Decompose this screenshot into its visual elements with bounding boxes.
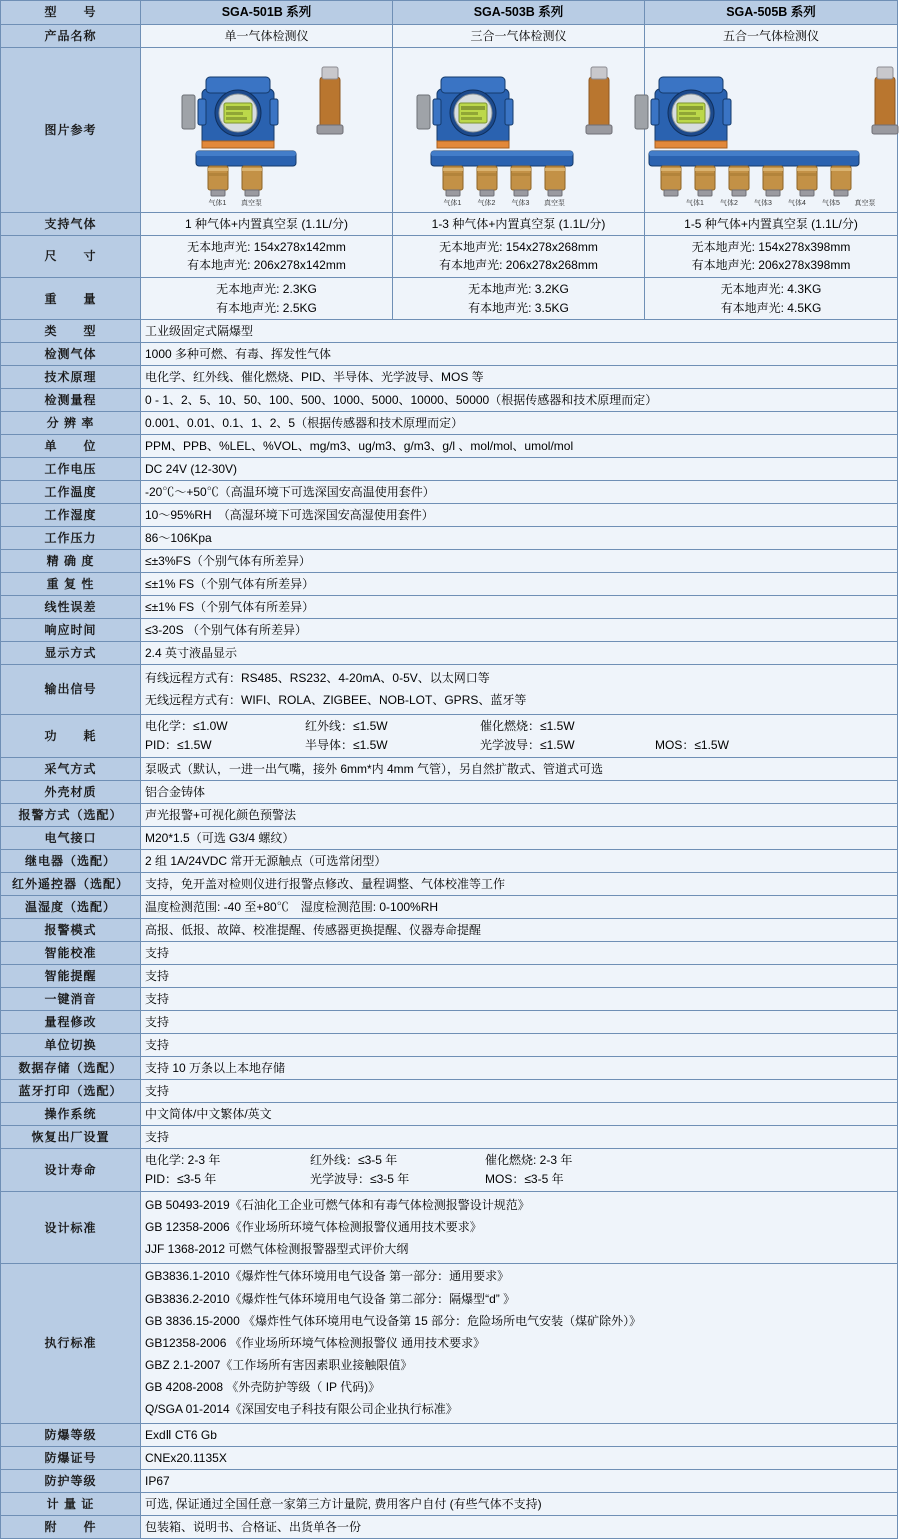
row-40 [1, 1148, 898, 1191]
row-11 [1, 435, 898, 458]
row-35 [1, 1033, 898, 1056]
row-value [141, 1148, 898, 1191]
row-43 [1, 1424, 898, 1447]
cell-1 [141, 235, 393, 277]
cell-1: 单一气体检测仪 [141, 24, 393, 47]
cell-2 [393, 235, 645, 277]
row-label: 继电器（选配） [1, 849, 141, 872]
row-5 [1, 277, 898, 319]
legend-label: 气体1 [443, 199, 462, 207]
row-12 [1, 458, 898, 481]
legend-label: 气体3 [511, 199, 530, 207]
row-value: 包装箱、说明书、合格证、出货单各一份 [141, 1516, 898, 1539]
row-label: 外壳材质 [1, 780, 141, 803]
row-label: 智能校准 [1, 941, 141, 964]
value-item: 红外线：≤1.5W [305, 718, 388, 733]
row-value: 支持 [141, 941, 898, 964]
row-value [141, 665, 898, 714]
value-item: 光学波导：≤3-5 年 [310, 1172, 410, 1187]
legend-label: 真空泵 [544, 199, 565, 207]
row-36 [1, 1056, 898, 1079]
row-value: 支持 10 万条以上本地存储 [141, 1056, 898, 1079]
row-33 [1, 987, 898, 1010]
device-illustration [625, 55, 899, 210]
row-label: 计 量 证 [1, 1493, 141, 1516]
row-label: 工作温度 [1, 481, 141, 504]
row-value: ≤3-20S （个别气体有所差异） [141, 619, 898, 642]
cell-2: 1-3 种气体+内置真空泵 (1.1L/分) [393, 212, 645, 235]
row-label: 检测量程 [1, 389, 141, 412]
legend-label: 真空泵 [854, 199, 876, 207]
legend-label: 气体5 [822, 199, 840, 207]
row-label: 防爆等级 [1, 1424, 141, 1447]
cell-2: 三合一气体检测仪 [393, 24, 645, 47]
value-line: 有线远程方式有：RS485、RS232、4-20mA、0-5V、以太网口等 [145, 670, 490, 685]
row-value: IP67 [141, 1470, 898, 1493]
row-value: 0 - 1、2、5、10、50、100、500、1000、5000、10000、50000（根据传感器和技术原理而定） [141, 389, 898, 412]
row-7 [1, 343, 898, 366]
row-label: 工作湿度 [1, 504, 141, 527]
row-26 [1, 826, 898, 849]
row-value: 1000 多种可燃、有毒、挥发性气体 [141, 343, 898, 366]
value-row [145, 736, 893, 755]
cell-line: 无本地声光: 4.3KG [720, 281, 822, 296]
cell-2 [393, 277, 645, 319]
table-body [1, 1, 898, 1539]
row-label: 功 耗 [1, 714, 141, 757]
row-value: 中文简体/中文繁体/英文 [141, 1102, 898, 1125]
value-item: MOS：≤3-5 年 [485, 1172, 564, 1187]
device-legend [397, 199, 640, 208]
cell-line: 有本地声光: 4.5KG [720, 300, 822, 315]
cell-line: 有本地声光: 206x278x398mm [691, 258, 851, 273]
row-label: 类 型 [1, 320, 141, 343]
row-8 [1, 366, 898, 389]
legend-label: 气体3 [754, 199, 772, 207]
value-line: JJF 1368-2012 可燃气体检测报警器型式评价大纲 [145, 1242, 409, 1257]
row-18 [1, 596, 898, 619]
row-24 [1, 780, 898, 803]
row-25 [1, 803, 898, 826]
device-legend [649, 199, 893, 208]
row-value: 支持 [141, 1010, 898, 1033]
row-label: 响应时间 [1, 619, 141, 642]
value-item: 电化学：≤1.0W [145, 718, 228, 733]
row-label: 单位切换 [1, 1033, 141, 1056]
row-value [141, 1192, 898, 1264]
value-item: 半导体：≤1.5W [305, 737, 388, 752]
device-illustration [407, 55, 631, 210]
row-label: 精 确 度 [1, 550, 141, 573]
value-line: GB3836.1-2010《爆炸性气体环境用电气设备 第一部分：通用要求》 [145, 1269, 510, 1284]
legend-label: 气体2 [477, 199, 496, 207]
row-29 [1, 895, 898, 918]
row-value: 10～95%RH （高湿环境下可选深国安高湿使用套件） [141, 504, 898, 527]
row-21 [1, 665, 898, 714]
row-label: 设计寿命 [1, 1148, 141, 1191]
cell-1 [141, 277, 393, 319]
value-item: MOS：≤1.5W [655, 737, 729, 752]
row-41 [1, 1192, 898, 1264]
row-label: 产品名称 [1, 24, 141, 47]
row-15 [1, 527, 898, 550]
legend-label: 气体2 [720, 199, 738, 207]
cell-3 [645, 277, 898, 319]
row-value: 工业级固定式隔爆型 [141, 320, 898, 343]
row-value [141, 1263, 898, 1423]
row-2 [1, 47, 898, 212]
row-label: 输出信号 [1, 665, 141, 714]
row-label: 采气方式 [1, 757, 141, 780]
value-line: 无线远程方式有：WIFI、ROLA、ZIGBEE、NOB-LOT、GPRS、蓝牙等 [145, 692, 527, 707]
row-label: 线性误差 [1, 596, 141, 619]
row-38 [1, 1102, 898, 1125]
value-row [145, 717, 893, 736]
row-value: ≤±3%FS（个别气体有所差异） [141, 550, 898, 573]
row-value [141, 714, 898, 757]
legend-label: 真空泵 [241, 199, 262, 207]
row-47 [1, 1516, 898, 1539]
row-label: 设计标准 [1, 1192, 141, 1264]
row-42 [1, 1263, 898, 1423]
row-value: 支持 [141, 987, 898, 1010]
value-item: PID：≤3-5 年 [145, 1172, 217, 1187]
row-23 [1, 757, 898, 780]
device-image-2 [393, 47, 645, 212]
cell-3: 五合一气体检测仪 [645, 24, 898, 47]
row-label: 分 辨 率 [1, 412, 141, 435]
row-label: 温湿度（选配） [1, 895, 141, 918]
row-label: 智能提醒 [1, 964, 141, 987]
row-label: 技术原理 [1, 366, 141, 389]
model-name-1: SGA-501B 系列 [141, 1, 393, 25]
value-line: Q/SGA 01-2014《深国安电子科技有限公司企业执行标准》 [145, 1402, 458, 1417]
row-9 [1, 389, 898, 412]
row-value: 86～106Kpa [141, 527, 898, 550]
value-row [145, 1170, 893, 1189]
row-44 [1, 1447, 898, 1470]
device-illustration [172, 55, 362, 210]
cell-line: 无本地声光: 2.3KG [216, 281, 317, 296]
row-label: 型 号 [1, 1, 141, 25]
row-32 [1, 964, 898, 987]
row-label: 操作系统 [1, 1102, 141, 1125]
cell-3 [645, 235, 898, 277]
cell-3: 1-5 种气体+内置真空泵 (1.1L/分) [645, 212, 898, 235]
row-value: CNEx20.1135X [141, 1447, 898, 1470]
row-value: 可选, 保证通过全国任意一家第三方计量院, 费用客户自付 (有些气体不支持) [141, 1493, 898, 1516]
row-label: 执行标准 [1, 1263, 141, 1423]
row-value: 2 组 1A/24VDC 常开无源触点（可选常闭型） [141, 849, 898, 872]
row-label: 电气接口 [1, 826, 141, 849]
value-line: GB3836.2-2010《爆炸性气体环境用电气设备 第二部分：隔爆型“d” 》 [145, 1291, 516, 1306]
value-item: 催化燃烧：≤1.5W [480, 718, 575, 733]
row-label: 尺 寸 [1, 235, 141, 277]
row-label: 附 件 [1, 1516, 141, 1539]
row-10 [1, 412, 898, 435]
cell-line: 有本地声光: 3.5KG [468, 300, 569, 315]
row-46 [1, 1493, 898, 1516]
row-label: 恢复出厂设置 [1, 1125, 141, 1148]
row-value: 支持 [141, 1079, 898, 1102]
row-label: 重 复 性 [1, 573, 141, 596]
row-17 [1, 573, 898, 596]
row-30 [1, 918, 898, 941]
row-label: 量程修改 [1, 1010, 141, 1033]
value-item: 电化学: 2-3 年 [145, 1152, 221, 1167]
row-value: 声光报警+可视化颜色预警法 [141, 803, 898, 826]
row-value: 支持 [141, 1125, 898, 1148]
row-label: 防爆证号 [1, 1447, 141, 1470]
cell-line: 无本地声光: 154x278x398mm [691, 239, 851, 254]
row-value: 电化学、红外线、催化燃烧、PID、半导体、光学波导、MOS 等 [141, 366, 898, 389]
row-6 [1, 320, 898, 343]
row-34 [1, 1010, 898, 1033]
row-value: 高报、低报、故障、校准提醒、传感器更换提醒、仪器寿命提醒 [141, 918, 898, 941]
row-label: 工作电压 [1, 458, 141, 481]
row-value: PPM、PPB、%LEL、%VOL、mg/m3、ug/m3、g/m3、g/l 、mol/mol、umol/mol [141, 435, 898, 458]
row-label: 报警方式（选配） [1, 803, 141, 826]
row-label: 显示方式 [1, 642, 141, 665]
value-line: GB 12358-2006《作业场所环境气体检测报警仪通用技术要求》 [145, 1219, 482, 1234]
model-name-2: SGA-503B 系列 [393, 1, 645, 25]
row-value: 2.4 英寸液晶显示 [141, 642, 898, 665]
row-label: 单 位 [1, 435, 141, 458]
value-line: GB 4208-2008 《外壳防护等级（ IP 代码)》 [145, 1380, 381, 1395]
legend-label: 气体1 [208, 199, 227, 207]
row-13 [1, 481, 898, 504]
row-value: 支持，免开盖对检则仪进行报警点修改、量程调整、气体校准等工作 [141, 872, 898, 895]
row-label: 蓝牙打印（选配） [1, 1079, 141, 1102]
cell-line: 无本地声光: 154x278x268mm [439, 239, 598, 254]
device-image-1 [141, 47, 393, 212]
row-14 [1, 504, 898, 527]
row-20 [1, 642, 898, 665]
row-1 [1, 24, 898, 47]
row-label: 报警模式 [1, 918, 141, 941]
cell-line: 有本地声光: 2.5KG [216, 300, 317, 315]
cell-line: 无本地声光: 3.2KG [468, 281, 569, 296]
row-value: M20*1.5（可选 G3/4 螺纹） [141, 826, 898, 849]
row-value: 泵吸式（默认，一进一出气嘴，接外 6mm*内 4mm 气管），另自然扩散式、管道式可选 [141, 757, 898, 780]
cell-1: 1 种气体+内置真空泵 (1.1L/分) [141, 212, 393, 235]
row-37 [1, 1079, 898, 1102]
row-16 [1, 550, 898, 573]
row-4 [1, 235, 898, 277]
row-label: 一键消音 [1, 987, 141, 1010]
value-item: 光学波导：≤1.5W [480, 737, 575, 752]
row-39 [1, 1125, 898, 1148]
row-value: ExdⅡ CT6 Gb [141, 1424, 898, 1447]
row-value: ≤±1% FS（个别气体有所差异） [141, 596, 898, 619]
row-value: 支持 [141, 1033, 898, 1056]
value-item: PID：≤1.5W [145, 737, 212, 752]
device-image-3 [645, 47, 898, 212]
cell-line: 无本地声光: 154x278x142mm [187, 239, 346, 254]
row-value: -20℃～+50℃（高温环境下可选深国安高温使用套件） [141, 481, 898, 504]
row-label: 重 量 [1, 277, 141, 319]
legend-label: 气体1 [686, 199, 704, 207]
row-45 [1, 1470, 898, 1493]
value-line: GB 3836.15-2000 《爆炸性气体环境用电气设备第 15 部分：危险场所电气安装（煤矿除外）》 [145, 1313, 642, 1328]
value-item: 催化燃烧: 2-3 年 [485, 1152, 573, 1167]
row-label: 数据存储（选配） [1, 1056, 141, 1079]
row-value: 0.001、0.01、0.1、1、2、5（根据传感器和技术原理而定） [141, 412, 898, 435]
value-item: 红外线：≤3-5 年 [310, 1152, 398, 1167]
row-value: 温度检测范围: -40 至+80℃ 湿度检测范围: 0-100%RH [141, 895, 898, 918]
legend-label: 气体4 [788, 199, 806, 207]
cell-line: 有本地声光: 206x278x268mm [439, 258, 598, 273]
row-value: ≤±1% FS（个别气体有所差异） [141, 573, 898, 596]
row-label: 工作压力 [1, 527, 141, 550]
row-19 [1, 619, 898, 642]
value-line: GBZ 2.1-2007《工作场所有害因素职业接触限值》 [145, 1358, 413, 1373]
row-22 [1, 714, 898, 757]
value-line: GB 50493-2019《石油化工企业可燃气体和有毒气体检测报警设计规范》 [145, 1197, 530, 1212]
row-value: 铝合金铸体 [141, 780, 898, 803]
value-row [145, 1151, 893, 1170]
value-line: GB12358-2006 《作业场所环境气体检测报警仪 通用技术要求》 [145, 1335, 486, 1350]
row-label: 图片参考 [1, 47, 141, 212]
row-label: 检测气体 [1, 343, 141, 366]
cell-line: 有本地声光: 206x278x142mm [187, 258, 346, 273]
row-value: 支持 [141, 964, 898, 987]
row-label: 支持气体 [1, 212, 141, 235]
row-value: DC 24V (12-30V) [141, 458, 898, 481]
row-label: 防护等级 [1, 1470, 141, 1493]
row-28 [1, 872, 898, 895]
row-0 [1, 1, 898, 25]
row-31 [1, 941, 898, 964]
row-label: 红外遥控器（选配） [1, 872, 141, 895]
row-3 [1, 212, 898, 235]
model-name-3: SGA-505B 系列 [645, 1, 898, 25]
row-27 [1, 849, 898, 872]
device-legend [145, 199, 388, 208]
